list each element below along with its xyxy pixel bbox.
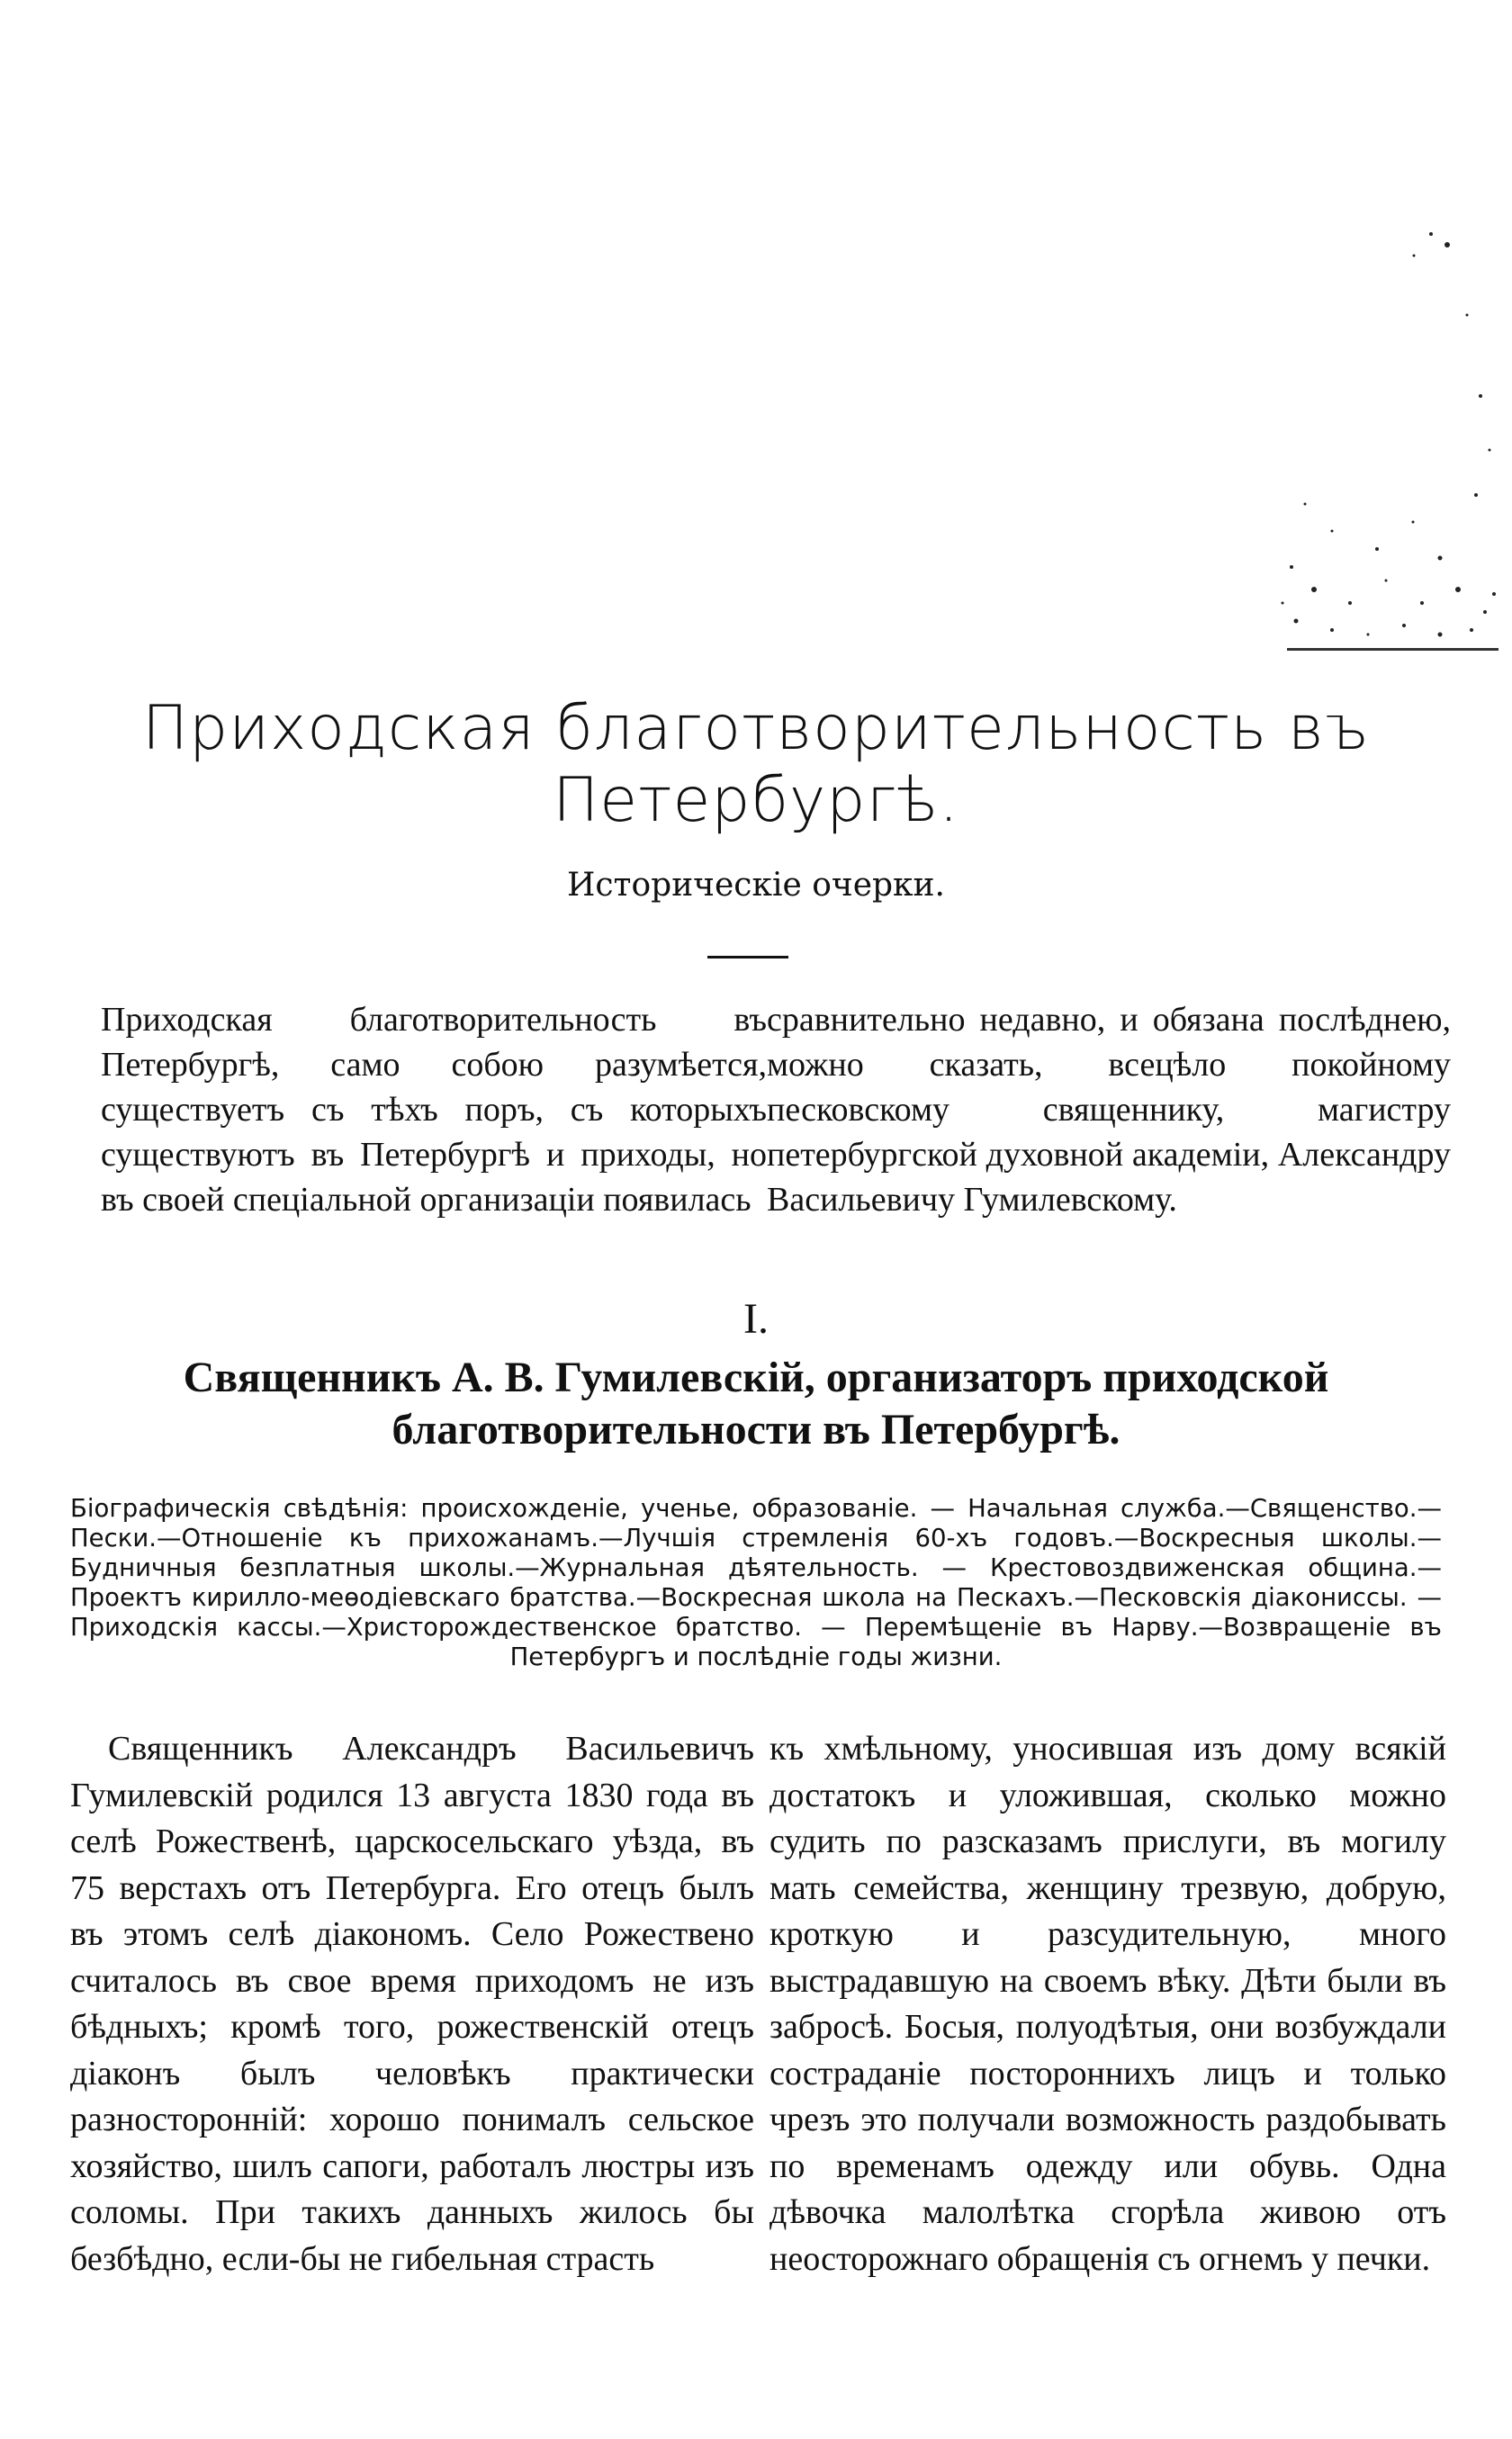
- body-left-paragraph: Священникъ Александръ Васильевичъ Гумилевскій родился 13 августа 1830 года въ селѣ Рожественѣ, царскосельскаго уѣзда, въ 75 верстахъ отъ Петербурга. Его отецъ былъ въ этомъ селѣ діакономъ. Село Рожествено считалось въ свое время приходомъ не изъ бѣдныхъ; кромѣ того, рожественскій отецъ діаконъ былъ человѣкъ практически разносторонній: хорошо понималъ сельское хозяйство, шилъ сапоги, работалъ люстры изъ соломы. При такихъ данныхъ жилось бы безбѣдно, если-бы не гибельная страсть: [70, 1730, 754, 2278]
- intro-right-paragraph: сравнительно недавно, и обязана послѣднею, можно сказать, всецѣло покойному песковскому священнику, магистру петербургской духовной академіи, Александру Васильевичу Гумилевскому.: [767, 1001, 1451, 1219]
- section-summary: Біографическія свѣдѣнія: происхожденіе, ученье, образованіе. — Начальная служба.—Священство.—Пески.—Отношеніе къ прихожанамъ.—Лучшія стремленія 60-хъ годовъ.—Воскресныя школы.—Будничныя безплатныя школы.—Журнальная дѣятельность. — Крестовоздвиженская община.—Проектъ кирилло-меѳодіевскаго братства.—Воскресная школа на Пескахъ.—Песковскія діакониссы. — Приходскія кассы.—Христорождественское братство. — Перемѣщеніе въ Нарву.—Возвращеніе въ Петербургъ и послѣдніе годы жизни.: [70, 1494, 1442, 1671]
- body-right-column: [770, 1726, 1446, 2282]
- title-line-1: Приходская благотворительность въ: [141, 693, 1371, 764]
- section-number: I.: [743, 1295, 769, 1343]
- body-left-column: [70, 1726, 754, 2282]
- intro-left-column: [101, 997, 767, 1222]
- title-line-2: Петербургѣ.: [553, 765, 959, 836]
- section-heading: Священникъ А. В. Гумилевскій, организаторъ приходской благотворительности въ Петербургѣ.: [183, 1354, 1329, 1454]
- intro-left-paragraph: Приходская благотворительность въ Петербургѣ, само собою разумѣется, существуетъ съ тѣхъ поръ, съ которыхъ существуютъ въ Петербургѣ и приходы, но въ своей спеціальной организаціи появилась: [101, 1001, 767, 1219]
- title-divider: [707, 956, 788, 958]
- body-right-paragraph: къ хмѣльному, уносившая изъ дому всякій достатокъ и уложившая, сколько можно судить по разсказамъ прислуги, въ могилу мать семейства, женщину трезвую, добрую, кроткую и разсудительную, много выстрадавшую на своемъ вѣку. Дѣти были въ забросѣ. Босыя, полуодѣтыя, они возбуждали состраданіе постороннихъ лицъ и только чрезъ это получали возможность раздобывать по временамъ одежду или обувь. Одна дѣвочка малолѣтка сгорѣла живою отъ неосторожнаго обращенія съ огнемъ у печки.: [770, 1730, 1446, 2278]
- scan-speckle-artifact: [1206, 180, 1503, 684]
- intro-right-column: [767, 997, 1451, 1222]
- subtitle: Историческіе очерки.: [567, 867, 945, 904]
